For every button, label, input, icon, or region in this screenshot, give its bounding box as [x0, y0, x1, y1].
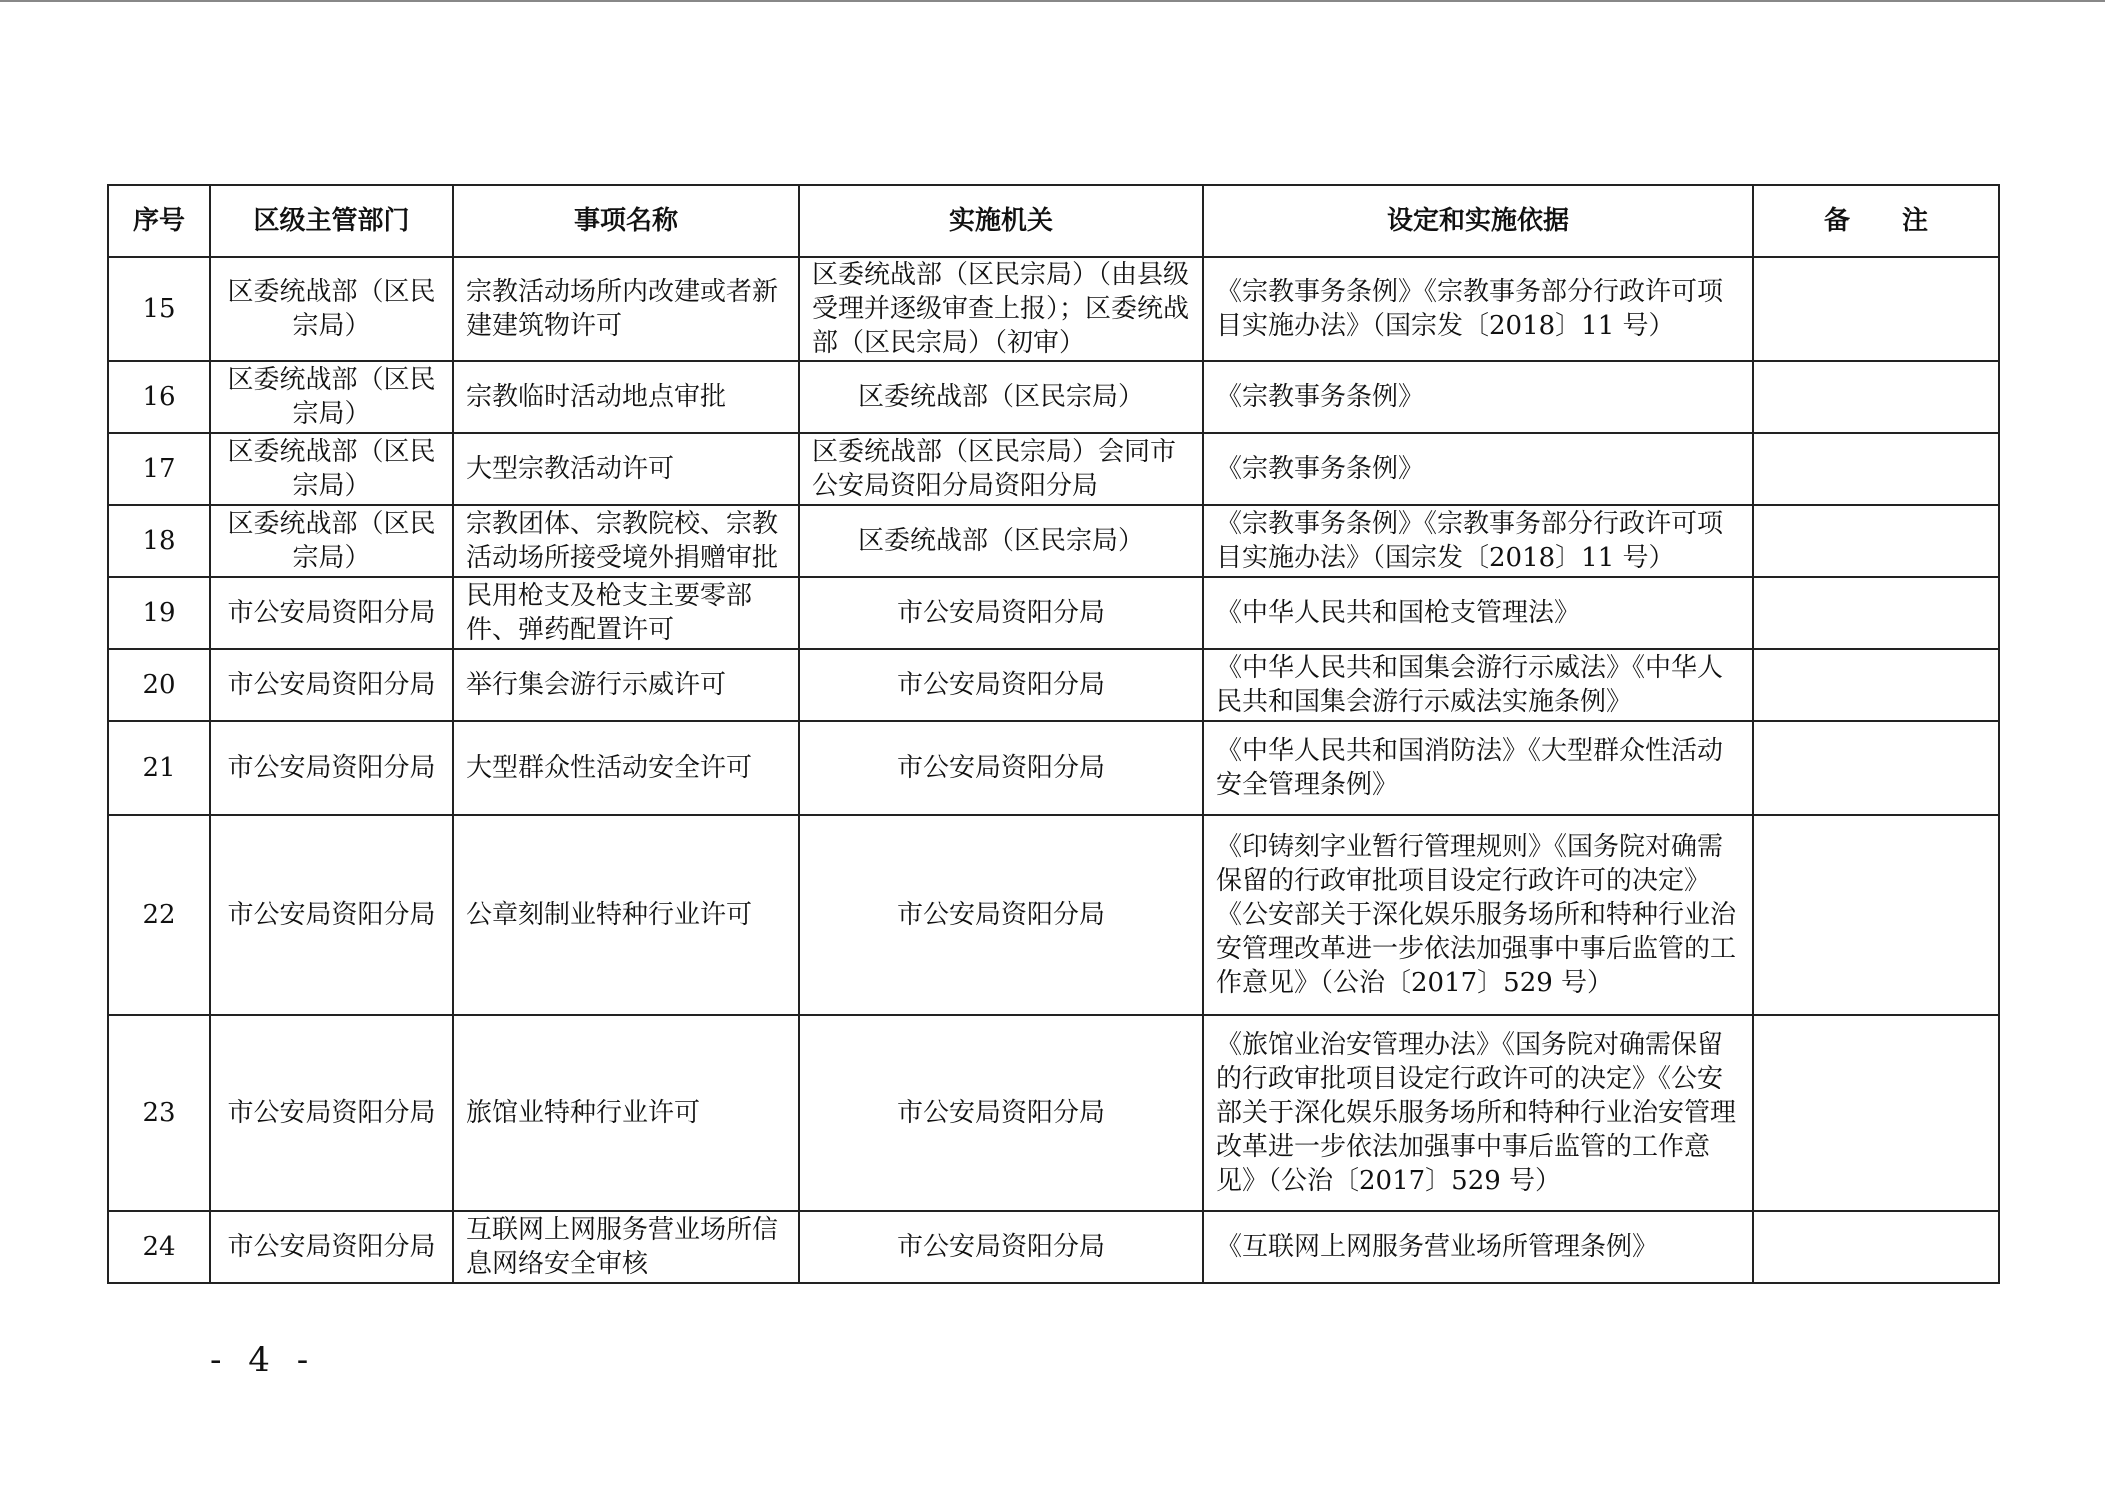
cell-note [1753, 649, 1999, 721]
cell-dept: 市公安局资阳分局 [210, 1211, 453, 1283]
cell-note [1753, 1211, 1999, 1283]
cell-num: 18 [108, 505, 210, 577]
cell-note [1753, 721, 1999, 815]
cell-num: 24 [108, 1211, 210, 1283]
cell-dept: 区委统战部（区民宗局） [210, 505, 453, 577]
cell-agency: 区委统战部（区民宗局）会同市公安局资阳分局资阳分局 [799, 433, 1203, 505]
cell-item-name: 宗教临时活动地点审批 [453, 361, 799, 433]
cell-agency: 市公安局资阳分局 [799, 815, 1203, 1015]
cell-note [1753, 505, 1999, 577]
cell-num: 20 [108, 649, 210, 721]
cell-basis: 《旅馆业治安管理办法》《国务院对确需保留的行政审批项目设定行政许可的决定》《公安部关于深化娱乐服务场所和特种行业治安管理改革进一步依法加强事中事后监管的工作意见》（公治〔2017〕529 号） [1203, 1015, 1753, 1211]
cell-agency: 市公安局资阳分局 [799, 649, 1203, 721]
cell-num: 19 [108, 577, 210, 649]
table-row [108, 649, 1999, 721]
cell-note [1753, 361, 1999, 433]
cell-agency: 区委统战部（区民宗局） [799, 361, 1203, 433]
cell-num: 15 [108, 257, 210, 361]
cell-item-name: 宗教团体、宗教院校、宗教活动场所接受境外捐赠审批 [453, 505, 799, 577]
cell-basis: 《宗教事务条例》《宗教事务部分行政许可项目实施办法》（国宗发〔2018〕11 号） [1203, 505, 1753, 577]
header-basis: 设定和实施依据 [1203, 185, 1753, 257]
table-header [108, 185, 1999, 257]
table-row [108, 1015, 1999, 1211]
cell-dept: 区委统战部（区民宗局） [210, 361, 453, 433]
cell-dept: 市公安局资阳分局 [210, 721, 453, 815]
cell-agency: 区委统战部（区民宗局）（由县级受理并逐级审查上报）；区委统战部（区民宗局）（初审） [799, 257, 1203, 361]
header-note: 备 注 [1753, 185, 1999, 257]
table-body [108, 257, 1999, 1283]
cell-basis: 《中华人民共和国集会游行示威法》《中华人民共和国集会游行示威法实施条例》 [1203, 649, 1753, 721]
cell-dept: 区委统战部（区民宗局） [210, 257, 453, 361]
cell-basis: 《中华人民共和国枪支管理法》 [1203, 577, 1753, 649]
cell-basis: 《宗教事务条例》《宗教事务部分行政许可项目实施办法》（国宗发〔2018〕11 号） [1203, 257, 1753, 361]
cell-num: 21 [108, 721, 210, 815]
cell-item-name: 旅馆业特种行业许可 [453, 1015, 799, 1211]
cell-note [1753, 257, 1999, 361]
cell-note [1753, 433, 1999, 505]
cell-basis: 《印铸刻字业暂行管理规则》《国务院对确需保留的行政审批项目设定行政许可的决定》《公安部关于深化娱乐服务场所和特种行业治安管理改革进一步依法加强事中事后监管的工作意见》（公治〔2017〕529 号） [1203, 815, 1753, 1015]
permit-items-table [107, 184, 2000, 1284]
cell-num: 22 [108, 815, 210, 1015]
table-row [108, 577, 1999, 649]
cell-basis: 《互联网上网服务营业场所管理条例》 [1203, 1211, 1753, 1283]
cell-agency: 市公安局资阳分局 [799, 1015, 1203, 1211]
cell-note [1753, 815, 1999, 1015]
top-border-line [0, 0, 2105, 2]
cell-agency: 市公安局资阳分局 [799, 1211, 1203, 1283]
cell-dept: 市公安局资阳分局 [210, 649, 453, 721]
cell-num: 17 [108, 433, 210, 505]
header-seq: 序号 [108, 185, 210, 257]
cell-basis: 《中华人民共和国消防法》《大型群众性活动安全管理条例》 [1203, 721, 1753, 815]
cell-basis: 《宗教事务条例》 [1203, 433, 1753, 505]
cell-note [1753, 577, 1999, 649]
cell-agency: 市公安局资阳分局 [799, 721, 1203, 815]
cell-note [1753, 1015, 1999, 1211]
cell-item-name: 大型宗教活动许可 [453, 433, 799, 505]
table-row [108, 815, 1999, 1015]
cell-basis: 《宗教事务条例》 [1203, 361, 1753, 433]
cell-dept: 市公安局资阳分局 [210, 577, 453, 649]
header-item-name: 事项名称 [453, 185, 799, 257]
cell-dept: 市公安局资阳分局 [210, 1015, 453, 1211]
table-row [108, 361, 1999, 433]
header-dept: 区级主管部门 [210, 185, 453, 257]
cell-item-name: 民用枪支及枪支主要零部件、弹药配置许可 [453, 577, 799, 649]
table-row [108, 721, 1999, 815]
table-row [108, 433, 1999, 505]
cell-dept: 区委统战部（区民宗局） [210, 433, 453, 505]
cell-agency: 市公安局资阳分局 [799, 577, 1203, 649]
cell-agency: 区委统战部（区民宗局） [799, 505, 1203, 577]
cell-item-name: 大型群众性活动安全许可 [453, 721, 799, 815]
header-row [108, 185, 1999, 257]
cell-item-name: 举行集会游行示威许可 [453, 649, 799, 721]
header-agency: 实施机关 [799, 185, 1203, 257]
table-row [108, 505, 1999, 577]
page-number: - 4 - [210, 1340, 317, 1380]
cell-dept: 市公安局资阳分局 [210, 815, 453, 1015]
cell-num: 16 [108, 361, 210, 433]
table-row [108, 1211, 1999, 1283]
cell-item-name: 互联网上网服务营业场所信息网络安全审核 [453, 1211, 799, 1283]
cell-num: 23 [108, 1015, 210, 1211]
table-row [108, 257, 1999, 361]
cell-item-name: 公章刻制业特种行业许可 [453, 815, 799, 1015]
cell-item-name: 宗教活动场所内改建或者新建建筑物许可 [453, 257, 799, 361]
